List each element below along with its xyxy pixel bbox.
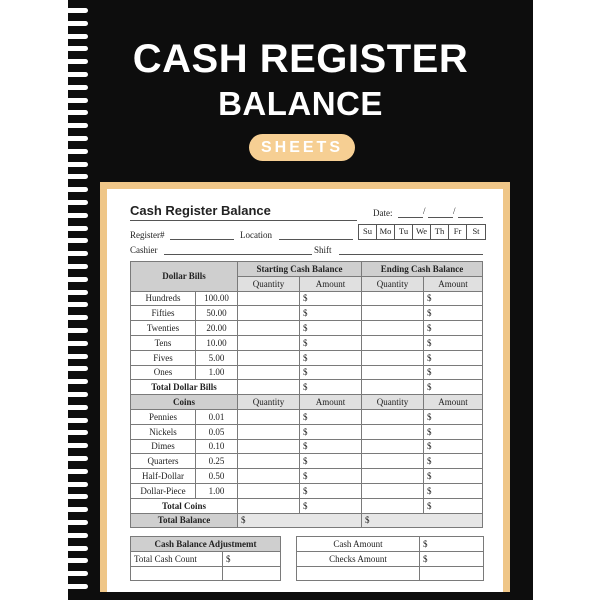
total-balance-label: Total Balance (131, 513, 238, 528)
start-amount[interactable]: $ (300, 409, 362, 424)
spiral-coil (66, 200, 88, 205)
date-month-line (398, 217, 423, 218)
end-amount[interactable]: $ (424, 454, 483, 469)
end-quantity[interactable] (362, 409, 424, 424)
cashier-field[interactable] (164, 254, 312, 255)
cover-title-line2: BALANCE (218, 85, 383, 122)
weekday-box[interactable]: St (472, 226, 480, 236)
end-amount[interactable]: $ (424, 350, 483, 365)
spiral-coil (66, 443, 88, 448)
table-row (131, 380, 483, 395)
end-quantity[interactable] (362, 454, 424, 469)
table-row (131, 306, 483, 321)
end-quantity[interactable] (362, 469, 424, 484)
start-bills-total[interactable]: $ (300, 380, 362, 395)
bill-name: Ones (131, 365, 196, 380)
end-amount[interactable]: $ (424, 483, 483, 498)
end-amount[interactable]: $ (424, 306, 483, 321)
date-label: Date: (373, 208, 393, 218)
bill-value: 5.00 (196, 350, 238, 365)
spiral-coil (66, 533, 88, 538)
coin-value: 0.10 (196, 439, 238, 454)
weekday-box[interactable]: Fr (449, 225, 467, 239)
bill-name: Hundreds (131, 291, 196, 306)
start-amount[interactable]: $ (300, 469, 362, 484)
table-row (131, 262, 483, 277)
spiral-coil (66, 482, 88, 487)
weekday-box[interactable]: Mo (377, 225, 395, 239)
start-amount[interactable]: $ (300, 365, 362, 380)
spiral-coil (66, 149, 88, 154)
end-quantity[interactable] (362, 365, 424, 380)
start-quantity[interactable] (238, 409, 300, 424)
start-amount[interactable]: $ (300, 439, 362, 454)
spiral-coil (66, 290, 88, 295)
start-quantity[interactable] (238, 439, 300, 454)
coin-name: Dimes (131, 439, 196, 454)
bill-value: 20.00 (196, 321, 238, 336)
spiral-coil (66, 558, 88, 563)
total-bills-label: Total Dollar Bills (131, 380, 238, 395)
coin-name: Quarters (131, 454, 196, 469)
end-quantity[interactable] (362, 306, 424, 321)
cash-amount-label: Cash Amount (297, 537, 420, 552)
checks-amount-label: Checks Amount (297, 551, 420, 566)
spiral-coil (66, 418, 88, 423)
end-quantity[interactable] (362, 291, 424, 306)
amount-header: Amount (424, 276, 483, 291)
spiral-coil (66, 213, 88, 218)
table-row (131, 350, 483, 365)
bill-name: Fifties (131, 306, 196, 321)
weekday-box[interactable]: We (413, 225, 431, 239)
cashier-label: Cashier (130, 245, 158, 255)
quantity-header: Quantity (238, 395, 300, 410)
spiral-coil (66, 354, 88, 359)
table-row (131, 483, 483, 498)
bill-name: Twenties (131, 321, 196, 336)
start-quantity[interactable] (238, 365, 300, 380)
coin-name: Pennies (131, 409, 196, 424)
cash-amount-table (296, 536, 484, 581)
table-row (131, 409, 483, 424)
end-quantity[interactable] (362, 424, 424, 439)
end-quantity[interactable] (362, 439, 424, 454)
register-label: Register# (130, 230, 165, 240)
bill-name: Fives (131, 350, 196, 365)
weekday-box[interactable]: Tu (395, 225, 413, 239)
start-amount[interactable]: $ (300, 424, 362, 439)
table-row (131, 424, 483, 439)
spiral-coil (66, 238, 88, 243)
shift-field[interactable] (339, 254, 483, 255)
spiral-coil (66, 379, 88, 384)
spiral-coil (66, 392, 88, 397)
coins-header: Coins (131, 395, 238, 410)
table-row (131, 365, 483, 380)
bill-value: 100.00 (196, 291, 238, 306)
checks-amount-value[interactable]: $ (420, 551, 484, 566)
end-amount[interactable]: $ (424, 335, 483, 350)
end-amount[interactable]: $ (424, 409, 483, 424)
start-amount[interactable]: $ (300, 454, 362, 469)
spiral-coil (66, 174, 88, 179)
end-amount[interactable]: $ (424, 469, 483, 484)
adjustment-table (130, 536, 281, 581)
end-quantity[interactable] (362, 498, 424, 513)
coin-name: Half-Dollar (131, 469, 196, 484)
start-amount[interactable]: $ (300, 321, 362, 336)
coin-name: Nickels (131, 424, 196, 439)
table-row (131, 454, 483, 469)
spiral-coil (66, 8, 88, 13)
coin-value: 0.05 (196, 424, 238, 439)
spiral-coil (66, 469, 88, 474)
cover-title-line1: CASH REGISTER (132, 37, 469, 81)
spiral-coil (66, 456, 88, 461)
start-total-balance[interactable]: $ (238, 513, 362, 528)
quantity-header: Quantity (238, 276, 300, 291)
spiral-coil (66, 136, 88, 141)
table-row (131, 513, 483, 528)
quantity-header: Quantity (362, 276, 424, 291)
table-row (131, 498, 483, 513)
start-quantity[interactable] (238, 454, 300, 469)
coin-name: Dollar-Piece (131, 483, 196, 498)
cash-amount-value[interactable]: $ (420, 537, 484, 552)
table-row (131, 335, 483, 350)
spiral-coil (66, 162, 88, 167)
spiral-coil (66, 520, 88, 525)
spiral-coil (66, 584, 88, 589)
start-quantity[interactable] (238, 483, 300, 498)
end-amount[interactable]: $ (424, 424, 483, 439)
start-amount[interactable]: $ (300, 291, 362, 306)
spiral-coil (66, 494, 88, 499)
table-row (131, 395, 483, 410)
end-amount[interactable]: $ (424, 321, 483, 336)
spiral-coil (66, 187, 88, 192)
end-total-balance[interactable]: $ (362, 513, 483, 528)
cover-bottom-edge (68, 592, 533, 600)
table-row (131, 321, 483, 336)
date-year-line (458, 217, 483, 218)
spiral-coil (66, 366, 88, 371)
total-cash-count-amount[interactable]: $ (223, 551, 281, 566)
shift-label: Shift (314, 245, 332, 255)
weekday-box[interactable]: Su (359, 225, 377, 239)
end-quantity[interactable] (362, 335, 424, 350)
total-cash-count-label: Total Cash Count (131, 551, 223, 566)
start-quantity[interactable] (238, 424, 300, 439)
table-row (131, 469, 483, 484)
spiral-coil (66, 21, 88, 26)
total-coins-label: Total Coins (131, 498, 238, 513)
weekday-box[interactable]: Th (431, 225, 449, 239)
start-coins-total[interactable]: $ (300, 498, 362, 513)
end-amount[interactable]: $ (424, 291, 483, 306)
table-row (131, 291, 483, 306)
weekday-selector (358, 224, 486, 240)
sheet-title: Cash Register Balance (130, 203, 271, 218)
spiral-coil (66, 264, 88, 269)
cash-count-table (130, 261, 483, 528)
spiral-coil (66, 315, 88, 320)
start-quantity[interactable] (238, 335, 300, 350)
amount-header: Amount (300, 276, 362, 291)
coin-value: 0.50 (196, 469, 238, 484)
end-quantity[interactable] (362, 483, 424, 498)
bill-value: 1.00 (196, 365, 238, 380)
coin-value: 0.01 (196, 409, 238, 424)
sheets-badge: SHEETS (249, 134, 355, 161)
start-quantity[interactable] (238, 306, 300, 321)
end-amount[interactable]: $ (424, 439, 483, 454)
end-quantity[interactable] (362, 321, 424, 336)
bill-value: 50.00 (196, 306, 238, 321)
start-quantity[interactable] (238, 350, 300, 365)
register-field[interactable] (170, 239, 234, 240)
spiral-coil (66, 571, 88, 576)
end-quantity[interactable] (362, 350, 424, 365)
end-bills-total[interactable]: $ (424, 380, 483, 395)
start-amount[interactable]: $ (300, 483, 362, 498)
end-coins-total[interactable]: $ (424, 498, 483, 513)
spiral-coil (66, 251, 88, 256)
start-quantity[interactable] (238, 380, 300, 395)
amount-header: Amount (424, 395, 483, 410)
quantity-header: Quantity (362, 395, 424, 410)
start-amount[interactable]: $ (300, 306, 362, 321)
title-underline (130, 220, 357, 221)
spiral-coil (66, 430, 88, 435)
date-day-line (428, 217, 453, 218)
bill-name: Tens (131, 335, 196, 350)
table-row (131, 439, 483, 454)
spiral-coil (66, 546, 88, 551)
amount-header: Amount (300, 395, 362, 410)
spiral-coil (66, 507, 88, 512)
start-amount[interactable]: $ (300, 350, 362, 365)
adjustment-header: Cash Balance Adjustmemt (131, 537, 281, 552)
start-quantity[interactable] (238, 498, 300, 513)
spiral-coil (66, 341, 88, 346)
start-quantity[interactable] (238, 291, 300, 306)
spiral-coil (66, 328, 88, 333)
start-amount[interactable]: $ (300, 335, 362, 350)
spiral-coil (66, 226, 88, 231)
bill-value: 10.00 (196, 335, 238, 350)
end-quantity[interactable] (362, 380, 424, 395)
balance-sheet: Cash Register Balance Date: / / Register# Location Su Mo Tu We Th Fr St Cashier Shift Dollar Bills Starting Cash Balance Ending Cash Balance Quantity Amount Quantity Amount Hundreds 100.00 $ $ Fifties 50.00 $ $ Twenties 20.00 $ $ Tens 10.00 $ $ Fives 5.00 $ $ Ones 1.00 $ $ Total Dollar Bills $ $ Coins Quantity Amount Quantity Amount Pennies 0.01 $ $ Nickels 0.05 $ $ Dimes 0.10 $ $ Quarters 0.25 $ $ Half-Dollar 0.50 $ $ Dollar-Piece 1.00 $ $ Total Coins $ $ Total Balance $ $ Cash Balance Adjustmemt Total Cash Count $ Cash Amount $ Checks Amount $ (107, 189, 503, 600)
start-quantity[interactable] (238, 469, 300, 484)
spiral-coil (66, 277, 88, 282)
starting-balance-header: Starting Cash Balance (238, 262, 362, 277)
coin-value: 1.00 (196, 483, 238, 498)
ending-balance-header: Ending Cash Balance (362, 262, 483, 277)
dollar-bills-header: Dollar Bills (131, 262, 238, 292)
start-quantity[interactable] (238, 321, 300, 336)
spiral-coil (66, 302, 88, 307)
spiral-coil (66, 405, 88, 410)
coin-value: 0.25 (196, 454, 238, 469)
location-label: Location (240, 230, 272, 240)
location-field[interactable] (279, 239, 353, 240)
end-amount[interactable]: $ (424, 365, 483, 380)
